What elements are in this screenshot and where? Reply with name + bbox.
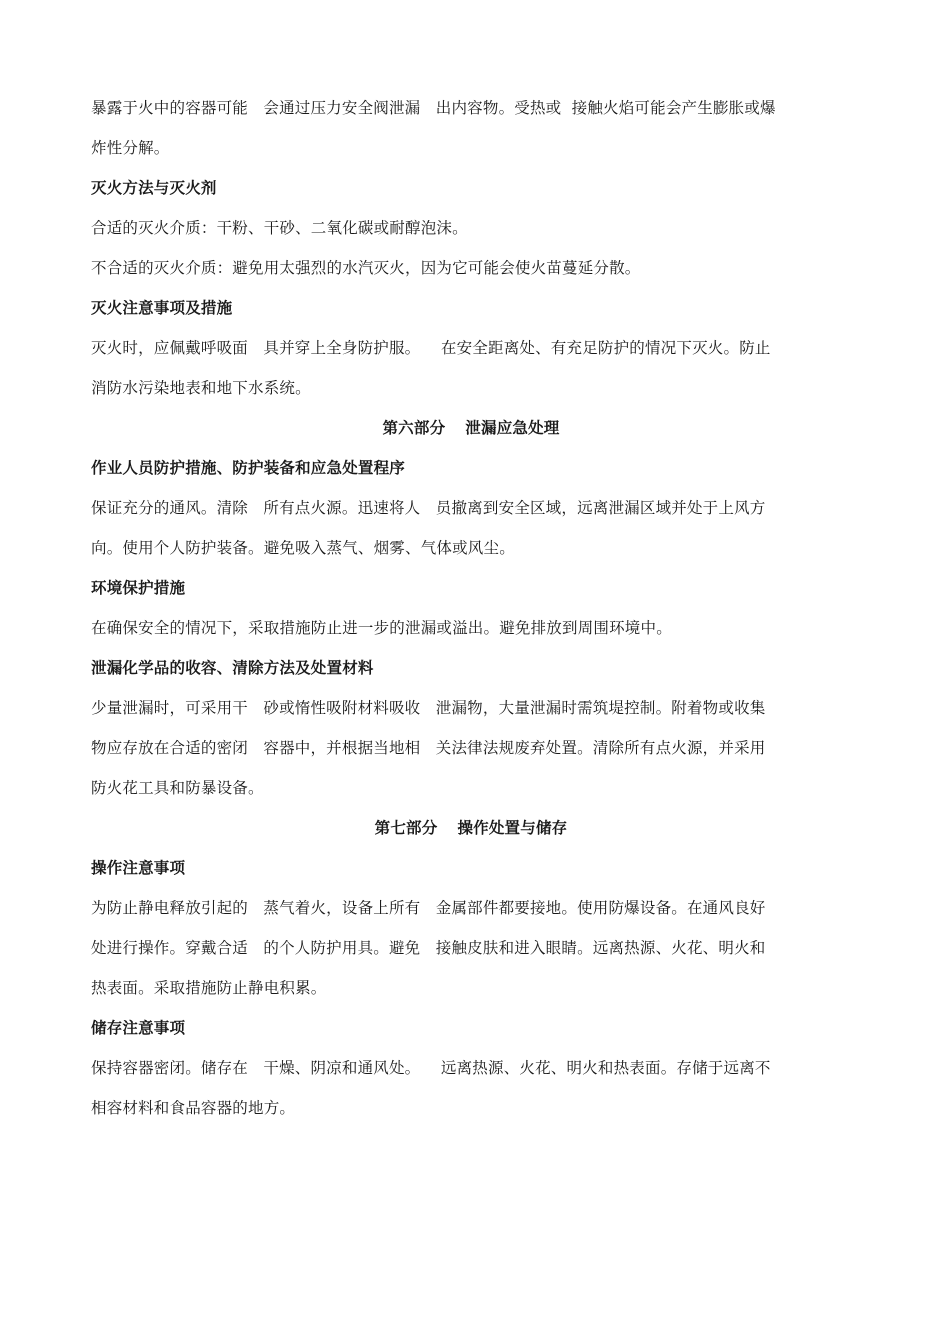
personnel-protection-line-2: 向。使用个人防护装备。避免吸入蒸气、烟雾、气体或风尘。 bbox=[91, 539, 515, 557]
document-page bbox=[91, 88, 831, 1128]
section-7-part-label: 第七部分 bbox=[374, 819, 438, 837]
personnel-protection-heading: 作业人员防护措施、防护装备和应急处置程序 bbox=[91, 459, 406, 477]
handling-precautions-line-1: 为防止静电释放引起的 蒸气着火，设备上所有 金属部件都要接地。使用防爆设备。在通风良好 bbox=[91, 899, 766, 917]
environmental-precautions-heading: 环境保护措施 bbox=[91, 579, 186, 597]
extinguishing-methods-heading: 灭火方法与灭火剂 bbox=[91, 179, 217, 197]
containment-cleanup-line-3: 防火花工具和防暴设备。 bbox=[91, 779, 264, 797]
environmental-precautions-line-1: 在确保安全的情况下，采取措施防止进一步的泄漏或溢出。避免排放到周围环境中。 bbox=[91, 619, 672, 637]
containment-cleanup-line-1: 少量泄漏时，可采用干 砂或惰性吸附材料吸收 泄漏物，大量泄漏时需筑堤控制。附着物或收集 bbox=[91, 699, 766, 717]
handling-precautions-line-3: 热表面。采取措施防止静电积累。 bbox=[91, 979, 327, 997]
fire-hazard-text-line-1: 暴露于火中的容器可能 会通过压力安全阀泄漏 出内容物。受热或 接触火焰可能会产生膨胀或爆 bbox=[91, 99, 776, 117]
containment-cleanup-heading: 泄漏化学品的收容、清除方法及处置材料 bbox=[91, 659, 374, 677]
handling-precautions-heading: 操作注意事项 bbox=[91, 859, 186, 877]
handling-precautions-line-2: 处进行操作。穿戴合适 的个人防护用具。避免 接触皮肤和进入眼睛。远离热源、火花、明火和 bbox=[91, 939, 766, 957]
storage-precautions-heading: 储存注意事项 bbox=[91, 1019, 186, 1037]
firefighting-notes-line-1: 灭火时，应佩戴呼吸面 具并穿上全身防护服。 在安全距离处、有充足防护的情况下灭火。防止 bbox=[91, 339, 771, 357]
section-6-part-label: 第六部分 bbox=[382, 419, 446, 437]
firefighting-notes-heading: 灭火注意事项及措施 bbox=[91, 299, 233, 317]
section-7-name: 操作处置与储存 bbox=[457, 819, 568, 837]
firefighting-notes-line-2: 消防水污染地表和地下水系统。 bbox=[91, 379, 311, 397]
fire-hazard-text-line-2: 炸性分解。 bbox=[91, 139, 170, 157]
containment-cleanup-line-2: 物应存放在合适的密闭 容器中，并根据当地相 关法律法规废弃处置。清除所有点火源，并采用 bbox=[91, 739, 766, 757]
section-6-name: 泄漏应急处理 bbox=[465, 419, 560, 437]
storage-precautions-line-1: 保持容器密闭。储存在 干燥、阴凉和通风处。 远离热源、火花、明火和热表面。存储于远离不 bbox=[91, 1059, 771, 1077]
unsuitable-media-text: 不合适的灭火介质：避免用太强烈的水汽灭火，因为它可能会使火苗蔓延分散。 bbox=[91, 259, 641, 277]
personnel-protection-line-1: 保证充分的通风。清除 所有点火源。迅速将人 员撤离到安全区域，远离泄漏区域并处于上风方 bbox=[91, 499, 766, 517]
section-7-title bbox=[91, 808, 831, 848]
suitable-media-text: 合适的灭火介质：干粉、干砂、二氧化碳或耐醇泡沫。 bbox=[91, 219, 468, 237]
section-6-title bbox=[91, 408, 831, 448]
storage-precautions-line-2: 相容材料和食品容器的地方。 bbox=[91, 1099, 296, 1117]
